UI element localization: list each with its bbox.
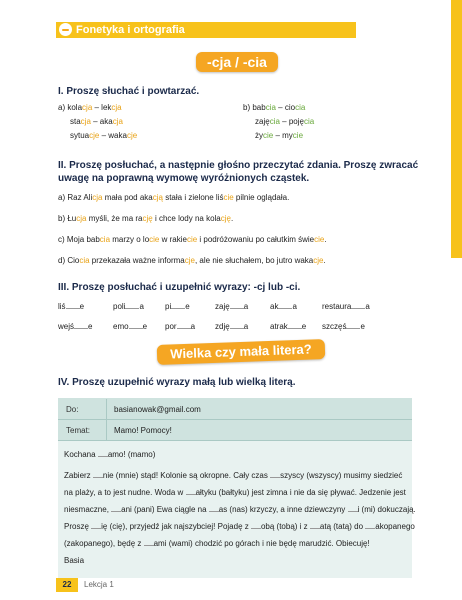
text-part: i podróżowaniu po całutkim świe bbox=[197, 235, 315, 244]
word-pair bbox=[243, 117, 314, 126]
text-part: na plaży, a to jest nudne. Woda w bbox=[64, 488, 186, 497]
fill-blank[interactable] bbox=[125, 302, 139, 309]
word-ending: e bbox=[301, 322, 307, 331]
highlighted-part: cie bbox=[149, 235, 160, 244]
word-ending: a bbox=[139, 302, 144, 311]
word-stem: – waka bbox=[99, 131, 127, 140]
text-part: szyscy (wszyscy) musimy siedzieć bbox=[280, 471, 403, 480]
text-part: myśli, że ma ra bbox=[86, 214, 143, 223]
email-subject-field[interactable]: Mamo! Pomocy! bbox=[114, 426, 172, 435]
word-pair bbox=[243, 103, 305, 112]
fill-blank[interactable] bbox=[129, 322, 143, 329]
text-part: . bbox=[231, 214, 234, 223]
word-stem: szczęś bbox=[322, 322, 347, 331]
text-part: . bbox=[324, 235, 327, 244]
text-part: akopanego bbox=[375, 522, 415, 531]
item-letter: a) bbox=[58, 103, 66, 112]
fill-blank[interactable] bbox=[348, 506, 358, 512]
word-ending: a bbox=[365, 302, 370, 311]
section-title: Fonetyka i ortografia bbox=[76, 24, 185, 36]
word-stem: poli bbox=[113, 302, 126, 311]
email-signature: Basia bbox=[64, 556, 85, 565]
word-stem: bab bbox=[252, 103, 266, 112]
word-stem: – lek bbox=[92, 103, 112, 112]
word-ending: e bbox=[142, 322, 148, 331]
word-stem: – aka bbox=[90, 117, 113, 126]
word-stem: restaura bbox=[322, 302, 352, 311]
highlighted-part: cie bbox=[223, 193, 234, 202]
highlighted-part: cia bbox=[79, 256, 90, 265]
text-part: . bbox=[323, 256, 326, 265]
word-stem: sta bbox=[70, 117, 81, 126]
fill-word bbox=[322, 302, 370, 311]
text-part: przekazała ważne informa bbox=[89, 256, 185, 265]
word-stem: sytua bbox=[70, 131, 90, 140]
highlighted-part: cie bbox=[263, 131, 274, 140]
minus-circle-icon bbox=[59, 23, 72, 36]
word-stem: atrak bbox=[270, 322, 288, 331]
text-part: i chce lody na kola bbox=[152, 214, 221, 223]
sentence bbox=[58, 214, 233, 223]
lesson-label: Lekcja 1 bbox=[84, 580, 114, 589]
fill-blank[interactable] bbox=[144, 540, 154, 546]
highlighted-part: cją bbox=[152, 193, 163, 202]
fill-word bbox=[215, 322, 248, 331]
word-ending: a bbox=[292, 302, 297, 311]
text-part: obą (tobą) i z bbox=[260, 522, 310, 531]
word-stem: – my bbox=[273, 131, 293, 140]
text-part: ami (wami) chodzić po górach i nie będę marudzić. Obiecuję! bbox=[153, 539, 370, 548]
topic-badge: -cja / -cia bbox=[196, 52, 278, 72]
text-part: ani (pani) Ewa ciągle na bbox=[121, 505, 209, 514]
highlighted-part: cia bbox=[269, 117, 280, 126]
fill-word bbox=[270, 302, 297, 311]
highlighted-part: cja bbox=[82, 103, 93, 112]
email-to-label: Do: bbox=[66, 405, 79, 414]
highlighted-part: cje bbox=[184, 256, 195, 265]
highlighted-part: cja bbox=[111, 103, 122, 112]
highlighted-part: cje bbox=[313, 256, 324, 265]
fill-blank[interactable] bbox=[351, 302, 365, 309]
email-line bbox=[64, 488, 406, 497]
highlighted-part: cja bbox=[92, 193, 103, 202]
exercise-1-title: I. Proszę słuchać i powtarzać. bbox=[58, 86, 200, 97]
highlighted-part: cja bbox=[76, 214, 87, 223]
email-line bbox=[64, 471, 402, 480]
fill-blank[interactable] bbox=[93, 472, 103, 478]
word-stem: ży bbox=[255, 131, 263, 140]
word-stem: zdję bbox=[215, 322, 230, 331]
fill-word bbox=[165, 302, 190, 311]
highlighted-part: cie bbox=[314, 235, 325, 244]
word-ending: e bbox=[88, 322, 93, 331]
highlighted-part: cje bbox=[126, 131, 138, 140]
exercise-2-title-line1: II. Proszę posłuchać, a następnie głośno przeczytać zdania. Proszę zwracać bbox=[58, 160, 419, 171]
word-stem: ak bbox=[270, 302, 279, 311]
text-part: i (mi) dokuczają. bbox=[357, 505, 416, 514]
text-part: d) Cio bbox=[58, 256, 80, 265]
fill-word bbox=[58, 322, 92, 331]
highlighted-part: cję bbox=[220, 214, 231, 223]
fill-word bbox=[322, 322, 365, 331]
text-part: stała i zielone liś bbox=[162, 193, 224, 202]
word-stem: – cio bbox=[275, 103, 296, 112]
exercise-2-title-line2: uwagę na poprawną wymowę wyróżnionych cząstek. bbox=[58, 173, 310, 184]
fill-blank[interactable] bbox=[310, 523, 320, 529]
side-accent-strip bbox=[451, 0, 462, 258]
text-part: w rakie bbox=[159, 235, 187, 244]
fill-blank[interactable] bbox=[74, 322, 88, 329]
sentence bbox=[58, 193, 289, 202]
text-part: marzy o lo bbox=[110, 235, 150, 244]
text-part: a) Raz Ali bbox=[58, 193, 93, 202]
text-part: (zakopanego), będę z bbox=[64, 539, 144, 548]
word-pair bbox=[58, 103, 122, 112]
text-part: niesmaczne, bbox=[64, 505, 112, 514]
word-stem: zaję bbox=[255, 117, 270, 126]
word-stem: wejś bbox=[58, 322, 75, 331]
word-ending: e bbox=[185, 302, 190, 311]
email-greeting: Kochana amo! (mamo) bbox=[64, 450, 156, 459]
text-part: b) Łu bbox=[58, 214, 77, 223]
text-part: Zabierz bbox=[64, 471, 93, 480]
word-pair bbox=[58, 131, 137, 140]
fill-word bbox=[58, 302, 84, 311]
fill-blank[interactable] bbox=[270, 472, 280, 478]
fill-blank[interactable] bbox=[209, 506, 219, 512]
item-letter: b) bbox=[243, 103, 251, 112]
fill-blank[interactable] bbox=[288, 322, 302, 329]
word-stem: liś bbox=[58, 302, 66, 311]
text-part: ałtyku (bałtyku) jest zimna i nie da się pływać. Jedzenie jest bbox=[195, 488, 406, 497]
fill-blank[interactable] bbox=[91, 523, 101, 529]
text-part: c) Moja bab bbox=[58, 235, 100, 244]
highlighted-part: cja bbox=[80, 117, 91, 126]
fill-blank[interactable] bbox=[171, 302, 185, 309]
highlighted-part: cia bbox=[265, 103, 276, 112]
text-part: ię (cię), przyjedź jak najszybciej! Pojadę z bbox=[101, 522, 251, 531]
text-part: nie (mnie) stąd! Kolonie są okropne. Cały czas bbox=[102, 471, 271, 480]
word-ending: a bbox=[243, 302, 249, 311]
email-line bbox=[64, 522, 415, 531]
highlighted-part: cia bbox=[295, 103, 306, 112]
fill-blank[interactable] bbox=[230, 322, 244, 329]
word-ending: a bbox=[243, 322, 249, 331]
text-part: pilnie oglądała. bbox=[233, 193, 290, 202]
sentence bbox=[58, 256, 326, 265]
text-part: mała pod aka bbox=[102, 193, 153, 202]
email-line bbox=[64, 539, 370, 548]
text-part: atą (tatą) do bbox=[319, 522, 366, 531]
fill-blank[interactable] bbox=[365, 523, 375, 529]
word-ending: e bbox=[79, 302, 85, 311]
fill-blank[interactable] bbox=[186, 489, 196, 495]
fill-word bbox=[270, 322, 306, 331]
email-to-field[interactable]: basianowak@gmail.com bbox=[114, 405, 201, 414]
fill-word bbox=[113, 302, 144, 311]
word-stem: – poję bbox=[279, 117, 304, 126]
exercise-4-title: IV. Proszę uzupełnić wyrazy małą lub wielką literą. bbox=[58, 377, 296, 388]
highlighted-part: cia bbox=[303, 117, 315, 126]
fill-blank[interactable] bbox=[251, 523, 261, 529]
highlighted-part: cja bbox=[112, 117, 123, 126]
highlighted-part: cję bbox=[142, 214, 153, 223]
fill-blank[interactable] bbox=[66, 302, 80, 309]
sentence bbox=[58, 235, 327, 244]
email-subject-label: Temat: bbox=[66, 426, 91, 435]
exercise-3-title: III. Proszę posłuchać i uzupełnić wyrazy: -cj lub -ci. bbox=[58, 282, 301, 293]
email-subject-row bbox=[58, 420, 412, 441]
topic-badge-2: Wielka czy mała litera? bbox=[157, 339, 326, 365]
word-stem: emo bbox=[113, 322, 129, 331]
word-stem: pi bbox=[165, 302, 172, 311]
word-ending: a bbox=[190, 322, 196, 331]
word-pair bbox=[243, 131, 303, 140]
text-part: as (nas) krzyczy, a inne dziewczyny bbox=[218, 505, 348, 514]
page-number: 22 bbox=[56, 578, 78, 592]
fill-word bbox=[165, 322, 195, 331]
word-stem: kola bbox=[67, 103, 83, 112]
highlighted-part: cia bbox=[99, 235, 111, 244]
fill-blank[interactable] bbox=[278, 302, 292, 309]
fill-word bbox=[215, 302, 248, 311]
word-pair bbox=[58, 117, 123, 126]
highlighted-part: cie bbox=[292, 131, 304, 140]
text-part: Proszę bbox=[64, 522, 92, 531]
fill-blank[interactable] bbox=[111, 506, 121, 512]
word-stem: zaję bbox=[215, 302, 230, 311]
email-to-row bbox=[58, 399, 412, 420]
word-ending: e bbox=[360, 322, 365, 331]
highlighted-part: cje bbox=[89, 131, 100, 140]
email-line bbox=[64, 505, 416, 514]
fill-blank[interactable] bbox=[230, 302, 244, 309]
fill-blank[interactable] bbox=[177, 322, 191, 329]
fill-word bbox=[113, 322, 147, 331]
highlighted-part: cie bbox=[186, 235, 198, 244]
fill-blank[interactable] bbox=[346, 322, 360, 329]
word-stem: por bbox=[165, 322, 177, 331]
text-part: , ale nie słuchałem, bo jutro waka bbox=[194, 256, 314, 265]
